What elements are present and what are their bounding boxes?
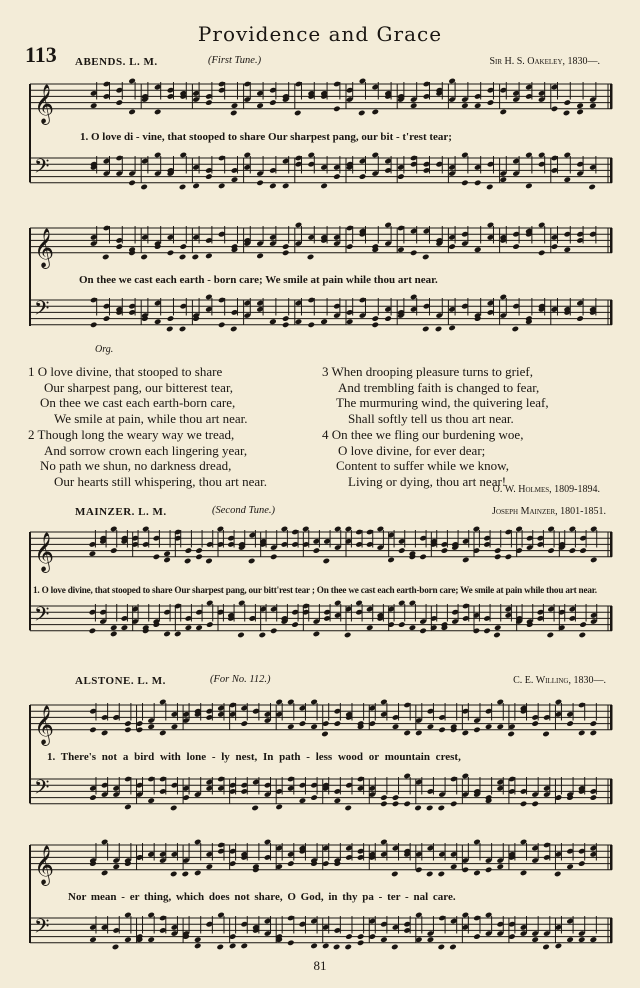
stanza-3: 3 When drooping pleasure turns to grief, And trembling faith is changed to fear, The murmuring wind, the quivering leaf, Shall softly tell us thou art near.	[322, 364, 549, 426]
svg-text:𝄞: 𝄞	[34, 844, 55, 885]
stanza-2: 2 Though long the weary way we tread, And sorrow crown each lingering year, No path we shun, no darkness dread, Our hearts still whispering, thou art near.	[28, 427, 268, 489]
svg-text:𝄞: 𝄞	[34, 531, 55, 572]
svg-text:𝄞: 𝄞	[34, 704, 55, 745]
svg-text:𝄞: 𝄞	[34, 227, 55, 268]
lyric-line-abends-2: On thee we cast each earth - born care; We smile at pain while thou art near.	[79, 274, 438, 286]
svg-text:𝄞: 𝄞	[34, 83, 55, 124]
composer-mainzer: Joseph Mainzer, 1801-1851.	[492, 506, 606, 517]
page-number: 81	[313, 958, 327, 973]
composer-oakeley: Sir H. S. Oakeley, 1830—.	[489, 56, 600, 67]
svg-text:𝄢: 𝄢	[34, 775, 50, 804]
hymn-number: 113	[25, 42, 57, 67]
svg-text:𝄢: 𝄢	[34, 602, 50, 631]
tune-name-abends: ABENDS. L. M.	[75, 56, 158, 68]
tune-note-first: (First Tune.)	[208, 55, 262, 66]
composer-willing: C. E. Willing, 1830—.	[513, 675, 606, 686]
svg-text:𝄢: 𝄢	[34, 914, 50, 943]
svg-text:𝄢: 𝄢	[34, 154, 50, 183]
text-attribution: O. W. Holmes, 1809-1894.	[492, 484, 600, 495]
lyric-line-alstone-2: Nor mean - er thing, which does not share, O God, in thy pa - ter - nal care.	[68, 891, 456, 903]
tune-name-alstone: ALSTONE. L. M.	[75, 675, 166, 687]
lyric-line-alstone-1: 1. There's not a bird with lone - ly nest, In path - less wood or mountain crest,	[47, 751, 461, 763]
tune-note-second: (Second Tune.)	[212, 505, 275, 516]
lyric-line-mainzer: 1. O love divine, that stooped to share Our sharpest pang, our bitt'rest tear ; On thee we cast each earth-born care; We smile at pain while thou art near.	[33, 585, 597, 595]
tune-name-mainzer: MAINZER. L. M.	[75, 506, 167, 518]
stanza-1: 1 O love divine, that stooped to share Our sharpest pang, our bitterest tear, On thee we cast each earth-born care, We smile at pain, while thou art near.	[28, 364, 248, 426]
organ-label: Org.	[95, 344, 114, 355]
svg-text:𝄢: 𝄢	[34, 296, 50, 325]
stanza-4: 4 On thee we fling our burdening woe, O love divine, for ever dear; Content to suffer while we know, Living or dying, thou art near!	[322, 427, 524, 489]
page-title: Providence and Grace	[197, 22, 443, 46]
tune-note-for112: (For No. 112.)	[210, 674, 271, 685]
lyric-line-abends-1: 1. O love di - vine, that stooped to share Our sharpest pang, our bit - t'rest tear;	[80, 131, 452, 143]
